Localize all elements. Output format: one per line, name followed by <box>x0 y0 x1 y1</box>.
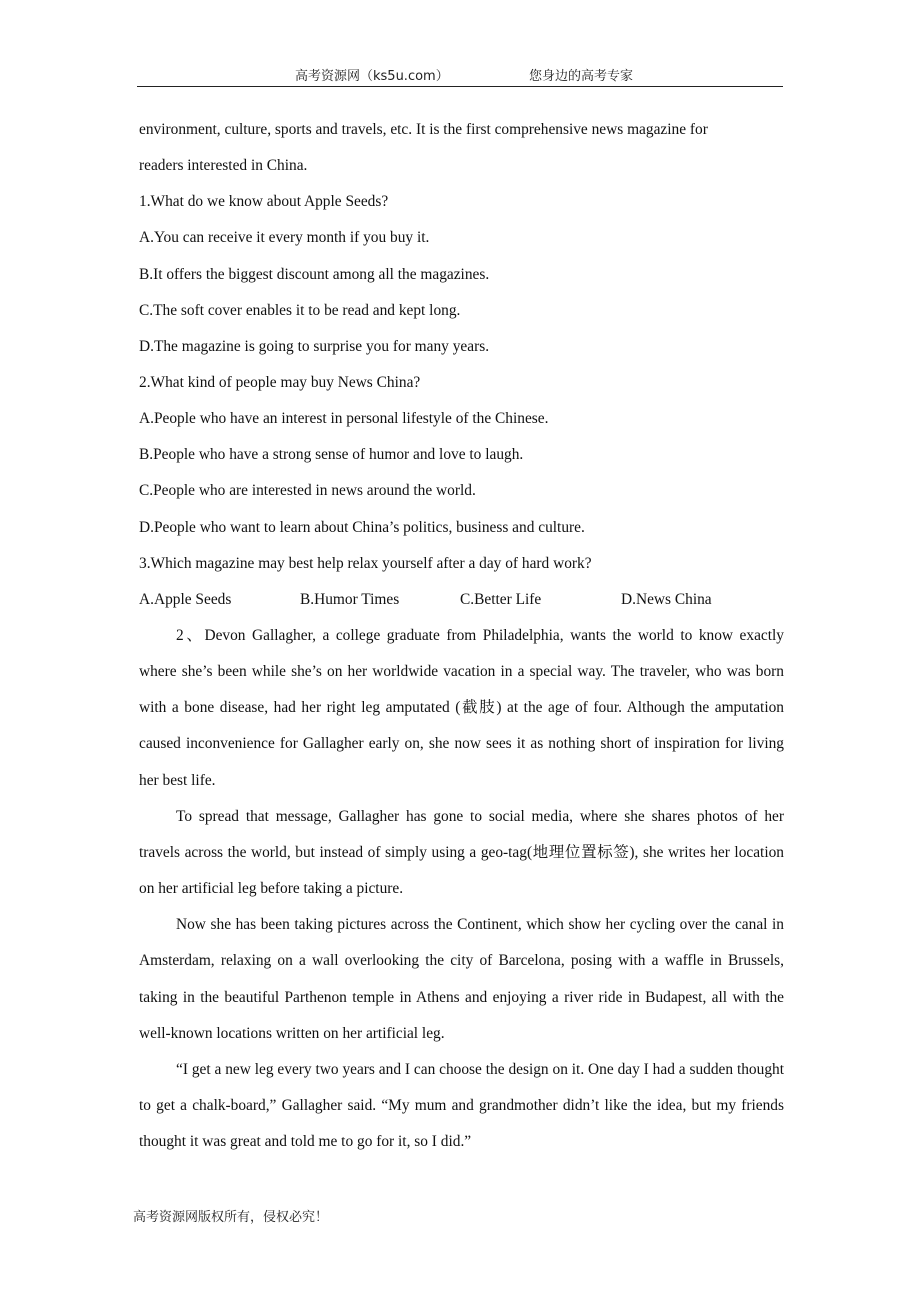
question-2-stem: 2.What kind of people may buy News China? <box>139 373 421 391</box>
question-1-option-c: C.The soft cover enables it to be read and kept long. <box>139 301 461 319</box>
question-3-option-d: D.News China <box>621 590 712 608</box>
question-3-option-a: A.Apple Seeds <box>139 590 232 608</box>
page-header <box>137 62 783 87</box>
question-3-stem: 3.Which magazine may best help relax yourself after a day of hard work? <box>139 554 592 572</box>
question-2-option-c: C.People who are interested in news around the world. <box>139 482 476 500</box>
intro-line: environment, culture, sports and travels, etc. It is the first comprehensive news magazine for <box>139 121 708 138</box>
question-1-stem: 1.What do we know about Apple Seeds? <box>139 193 389 211</box>
question-1-option-b: B.It offers the biggest discount among all the magazines. <box>139 265 490 283</box>
intro-line: readers interested in China. <box>139 157 308 175</box>
document-body <box>139 112 784 1160</box>
page-footer: 高考资源网版权所有，侵权必究！ <box>133 1210 329 1225</box>
question-3-option-b: B.Humor Times <box>300 590 400 608</box>
question-1-option-a: A.You can receive it every month if you buy it. <box>139 229 430 247</box>
question-2-option-d: D.People who want to learn about China’s politics, business and culture. <box>139 518 585 536</box>
passage-paragraph: 2、Devon Gallagher, a college graduate from Philadelphia, wants the world to know exactly where she’s been while she’s on her worldwide vacation in a special way. The traveler, who was born with a bone disease, had her right leg amputated (截肢) at the age of four. Although the amputation caused inconvenience for Gallagher early on, she now sees it as nothing short of inspiration for living her best life. <box>139 626 784 789</box>
question-2-option-b: B.People who have a strong sense of humor and love to laugh. <box>139 446 524 464</box>
question-1-option-d: D.The magazine is going to surprise you for many years. <box>139 337 490 355</box>
question-3-option-c: C.Better Life <box>460 590 542 608</box>
header-slogan: 您身边的高考专家 <box>529 69 634 84</box>
passage-paragraph: “I get a new leg every two years and I can choose the design on it. One day I had a sudden thought to get a chalk-board,” Gallagher said. “My mum and grandmother didn’t like the idea, but my friends thought it was great and told me to go for it, so I did.” <box>139 1060 784 1151</box>
passage-paragraph: Now she has been taking pictures across the Continent, which show her cycling over the canal in Amsterdam, relaxing on a wall overlooking the city of Barcelona, posing with a waffle in Brussels, taking in the beautiful Parthenon temple in Athens and enjoying a river ride in Budapest, all with the well-known locations written on her artificial leg. <box>139 916 784 1042</box>
passage-paragraph: To spread that message, Gallagher has gone to social media, where she shares photos of her travels across the world, but instead of simply using a geo-tag(地理位置标签), she writes her location on her artificial leg before taking a picture. <box>139 807 784 898</box>
question-3-options <box>139 582 784 618</box>
header-site-name: 高考资源网（ks5u.com） <box>295 69 449 84</box>
question-2-option-a: A.People who have an interest in personal lifestyle of the Chinese. <box>139 410 549 428</box>
